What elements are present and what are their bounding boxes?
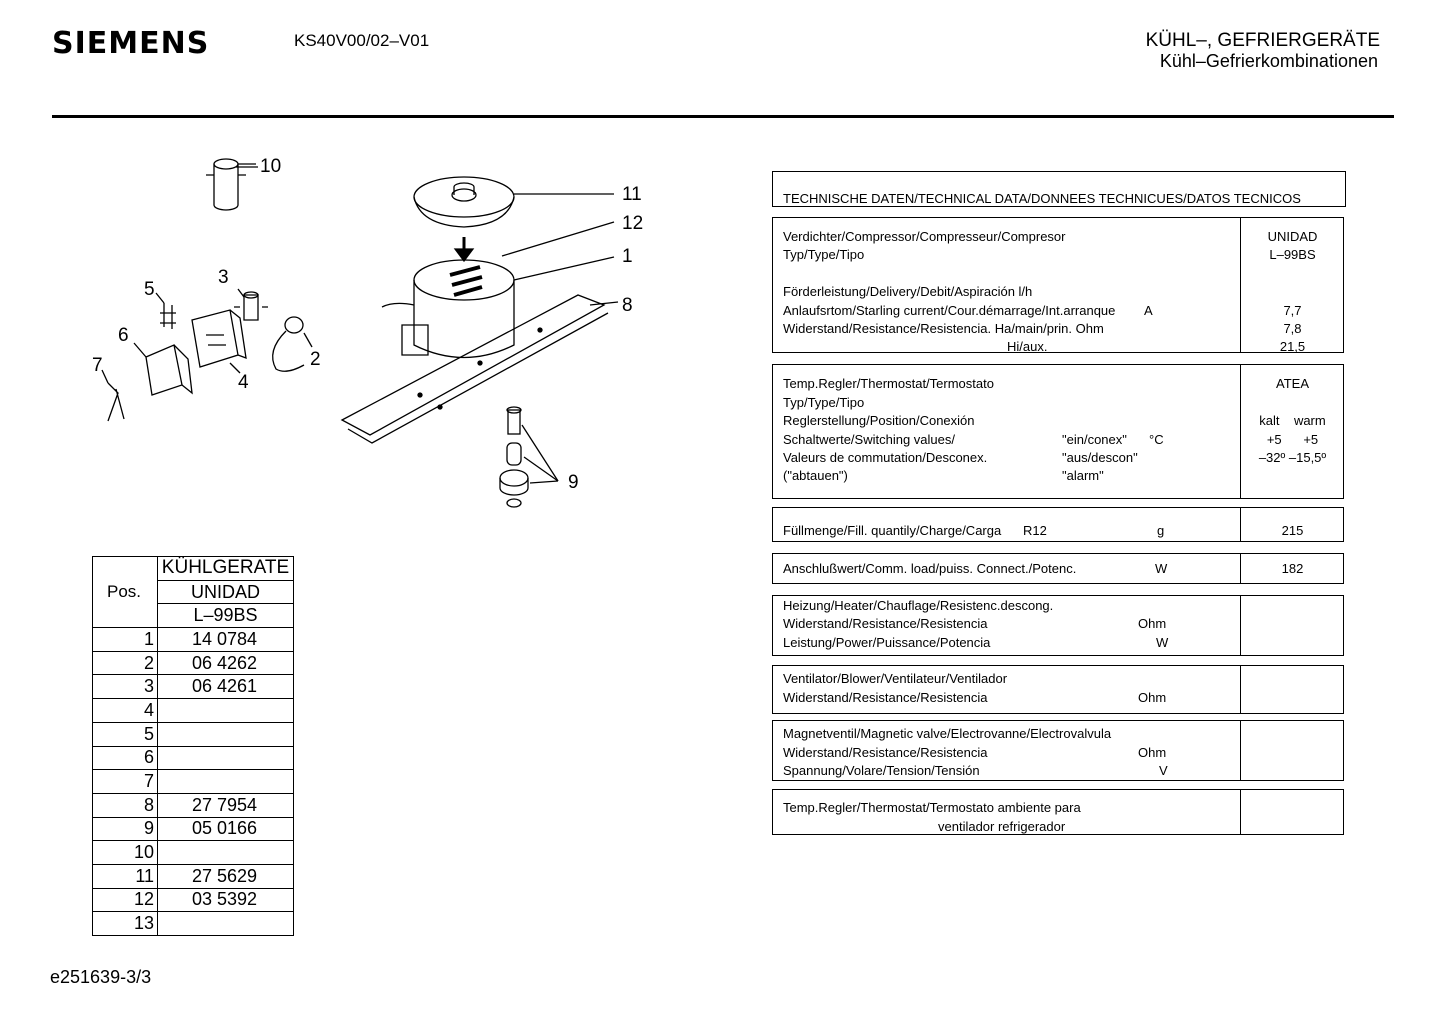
fill-quantity-section xyxy=(772,507,1344,542)
refrigerant-type: R12 xyxy=(1023,523,1047,538)
valve-resistance-unit: Ohm xyxy=(1138,745,1167,760)
callout-5: 5 xyxy=(144,279,155,300)
parts-row xyxy=(93,746,294,770)
parts-row xyxy=(93,770,294,794)
blower-section xyxy=(772,665,1344,714)
parts-row-number xyxy=(158,699,294,723)
parts-row xyxy=(93,864,294,888)
parts-row xyxy=(93,793,294,817)
mounting-kit-drawing xyxy=(500,407,558,507)
alarm-label: "alarm" xyxy=(1062,468,1104,483)
parts-row-pos: 1 xyxy=(93,628,158,652)
compressor-type-value: L–99BS xyxy=(1269,247,1316,262)
heater-power-unit: W xyxy=(1156,635,1169,650)
connected-load-section xyxy=(772,553,1344,584)
resistance-main-label: Widerstand/Resistance/Resistencia. Ha/main/prin. Ohm xyxy=(783,321,1104,336)
compressor-type-label: Typ/Type/Tipo xyxy=(783,247,865,262)
callout-8: 8 xyxy=(622,295,633,316)
thermostat-label: Temp.Regler/Thermostat/Termostato xyxy=(783,376,994,391)
parts-table xyxy=(92,556,294,936)
tech-data-title: TECHNISCHE DATEN/TECHNICAL DATA/DONNEES TECHNICUES/DATOS TECNICOS xyxy=(783,191,1301,206)
callout-12: 12 xyxy=(622,213,644,234)
parts-row xyxy=(93,651,294,675)
brand-logo: SIEMENS xyxy=(52,26,210,61)
parts-row xyxy=(93,841,294,865)
protector-drawing xyxy=(146,345,192,395)
unit-header: UNIDAD xyxy=(158,580,294,604)
category-subtitle: Kühl–Gefrierkombinationen xyxy=(1159,51,1378,71)
parts-row-number: 06 4261 xyxy=(158,675,294,699)
connected-load-label: Anschlußwert/Comm. load/puiss. Connect./Potenc. xyxy=(783,561,1077,576)
heater-section xyxy=(772,595,1344,656)
thermostat-type-label: Typ/Type/Tipo xyxy=(783,395,865,410)
commutation-label: Valeurs de commutation/Desconex. xyxy=(783,450,988,465)
compressor-value: UNIDAD xyxy=(1267,229,1318,244)
parts-row-pos: 7 xyxy=(93,770,158,794)
parts-row-pos: 13 xyxy=(93,912,158,936)
off-label: "aus/descon" xyxy=(1062,450,1138,465)
position-value: kalt warm xyxy=(1259,413,1326,428)
parts-row xyxy=(93,675,294,699)
terminal-cover-drawing xyxy=(192,310,246,367)
starting-current-unit: A xyxy=(1144,303,1153,318)
connected-load-unit: W xyxy=(1155,561,1168,576)
valve-resistance-label: Widerstand/Resistance/Resistencia xyxy=(783,745,988,760)
compressor-cover-drawing xyxy=(414,177,614,227)
parts-row-pos: 9 xyxy=(93,817,158,841)
parts-row-pos: 12 xyxy=(93,888,158,912)
parts-row-pos: 8 xyxy=(93,793,158,817)
parts-row xyxy=(93,722,294,746)
parts-row xyxy=(93,699,294,723)
ambient-thermostat-label-2: ventilador refrigerador xyxy=(938,819,1066,834)
pos-header: Pos. xyxy=(93,557,158,628)
tech-data-title-box xyxy=(772,171,1346,207)
heater-label: Heizung/Heater/Chauflage/Resistenc.descong. xyxy=(783,598,1054,613)
relay-drawing xyxy=(234,292,268,320)
model-number: KS40V00/02–V01 xyxy=(294,31,430,50)
starting-current-value: 7,7 xyxy=(1283,303,1302,318)
heater-resistance-label: Widerstand/Resistance/Resistencia xyxy=(783,616,988,631)
compressor-section xyxy=(772,217,1344,353)
parts-row xyxy=(93,628,294,652)
delivery-label: Förderleistung/Delivery/Debit/Aspiración l/h xyxy=(783,284,1033,299)
connected-load-value: 182 xyxy=(1281,561,1304,576)
callout-11: 11 xyxy=(622,184,642,205)
base-rail-drawing xyxy=(342,295,618,443)
fill-quantity-unit: g xyxy=(1157,523,1165,538)
ambient-thermostat-section xyxy=(772,789,1344,835)
parts-row-number xyxy=(158,722,294,746)
parts-row-number: 27 7954 xyxy=(158,793,294,817)
parts-row-pos: 4 xyxy=(93,699,158,723)
resistance-aux-value: 21,5 xyxy=(1279,339,1306,354)
parts-row-pos: 5 xyxy=(93,722,158,746)
magnetic-valve-section xyxy=(772,720,1344,781)
callout-4: 4 xyxy=(238,372,249,393)
thermostat-section xyxy=(772,364,1344,499)
bracket-drawing xyxy=(108,383,124,421)
on-label: "ein/conex" xyxy=(1062,432,1127,447)
heater-resistance-unit: Ohm xyxy=(1138,616,1167,631)
parts-row-number xyxy=(158,841,294,865)
resistance-main-value: 7,8 xyxy=(1283,321,1302,336)
starting-current-label: Anlaufsrtom/Starling current/Cour.démarrage/Int.arranque xyxy=(783,303,1116,318)
parts-row-number xyxy=(158,746,294,770)
parts-row xyxy=(93,912,294,936)
parts-row-number: 14 0784 xyxy=(158,628,294,652)
parts-row-pos: 11 xyxy=(93,864,158,888)
fill-quantity-value: 215 xyxy=(1281,523,1304,538)
valve-voltage-unit: V xyxy=(1159,763,1168,778)
parts-row-pos: 6 xyxy=(93,746,158,770)
clip-drawing xyxy=(160,303,176,329)
group-header: KÜHLGERATE xyxy=(158,557,294,581)
blower-label: Ventilator/Blower/Ventilateur/Ventilador xyxy=(783,671,1008,686)
parts-row-number xyxy=(158,770,294,794)
ambient-thermostat-label: Temp.Regler/Thermostat/Termostato ambiente para xyxy=(783,800,1081,815)
fill-quantity-label: Füllmenge/Fill. quantily/Charge/Carga xyxy=(783,523,1002,538)
callout-10: 10 xyxy=(260,156,282,177)
valve-voltage-label: Spannung/Volare/Tension/Tensión xyxy=(783,763,980,778)
parts-row xyxy=(93,888,294,912)
arrow-head-drawing xyxy=(455,249,473,261)
parts-row-pos: 2 xyxy=(93,651,158,675)
celsius-unit: °C xyxy=(1149,432,1164,447)
switching-values-label: Schaltwerte/Switching values/ xyxy=(783,432,955,447)
category-title: KÜHL–, GEFRIERGERÄTE xyxy=(1145,30,1380,51)
callout-6: 6 xyxy=(118,325,129,346)
parts-row-pos: 3 xyxy=(93,675,158,699)
type-header: L–99BS xyxy=(158,604,294,628)
parts-row-number: 03 5392 xyxy=(158,888,294,912)
callout-2: 2 xyxy=(310,349,321,370)
callout-7: 7 xyxy=(92,355,103,376)
header-divider xyxy=(52,115,1394,118)
valve-label: Magnetventil/Magnetic valve/Electrovanne/Electrovalvula xyxy=(783,726,1112,741)
parts-row xyxy=(93,817,294,841)
thermostat-value: ATEA xyxy=(1276,376,1309,391)
parts-row-number: 27 5629 xyxy=(158,864,294,888)
document-id: e251639-3/3 xyxy=(50,967,152,987)
parts-row-number xyxy=(158,912,294,936)
callout-9: 9 xyxy=(568,472,579,493)
defrost-label: ("abtauen") xyxy=(783,468,848,483)
off-value: –32º –15,5º xyxy=(1258,450,1327,465)
compressor-label: Verdichter/Compressor/Compresseur/Compresor xyxy=(783,229,1066,244)
resistance-aux-label: Hi/aux. xyxy=(1007,339,1048,354)
exploded-parts-diagram xyxy=(80,145,680,525)
heater-power-label: Leistung/Power/Puissance/Potencia xyxy=(783,635,991,650)
blower-resistance-label: Widerstand/Resistance/Resistencia xyxy=(783,690,988,705)
blower-resistance-unit: Ohm xyxy=(1138,690,1167,705)
callout-1: 1 xyxy=(622,246,633,267)
on-value: +5 +5 xyxy=(1266,432,1319,447)
callout-3: 3 xyxy=(218,267,229,288)
parts-row-pos: 10 xyxy=(93,841,158,865)
parts-row-number: 05 0166 xyxy=(158,817,294,841)
grommet-drawing xyxy=(273,317,304,371)
position-label: Reglerstellung/Position/Conexión xyxy=(783,413,975,428)
parts-row-number: 06 4262 xyxy=(158,651,294,675)
